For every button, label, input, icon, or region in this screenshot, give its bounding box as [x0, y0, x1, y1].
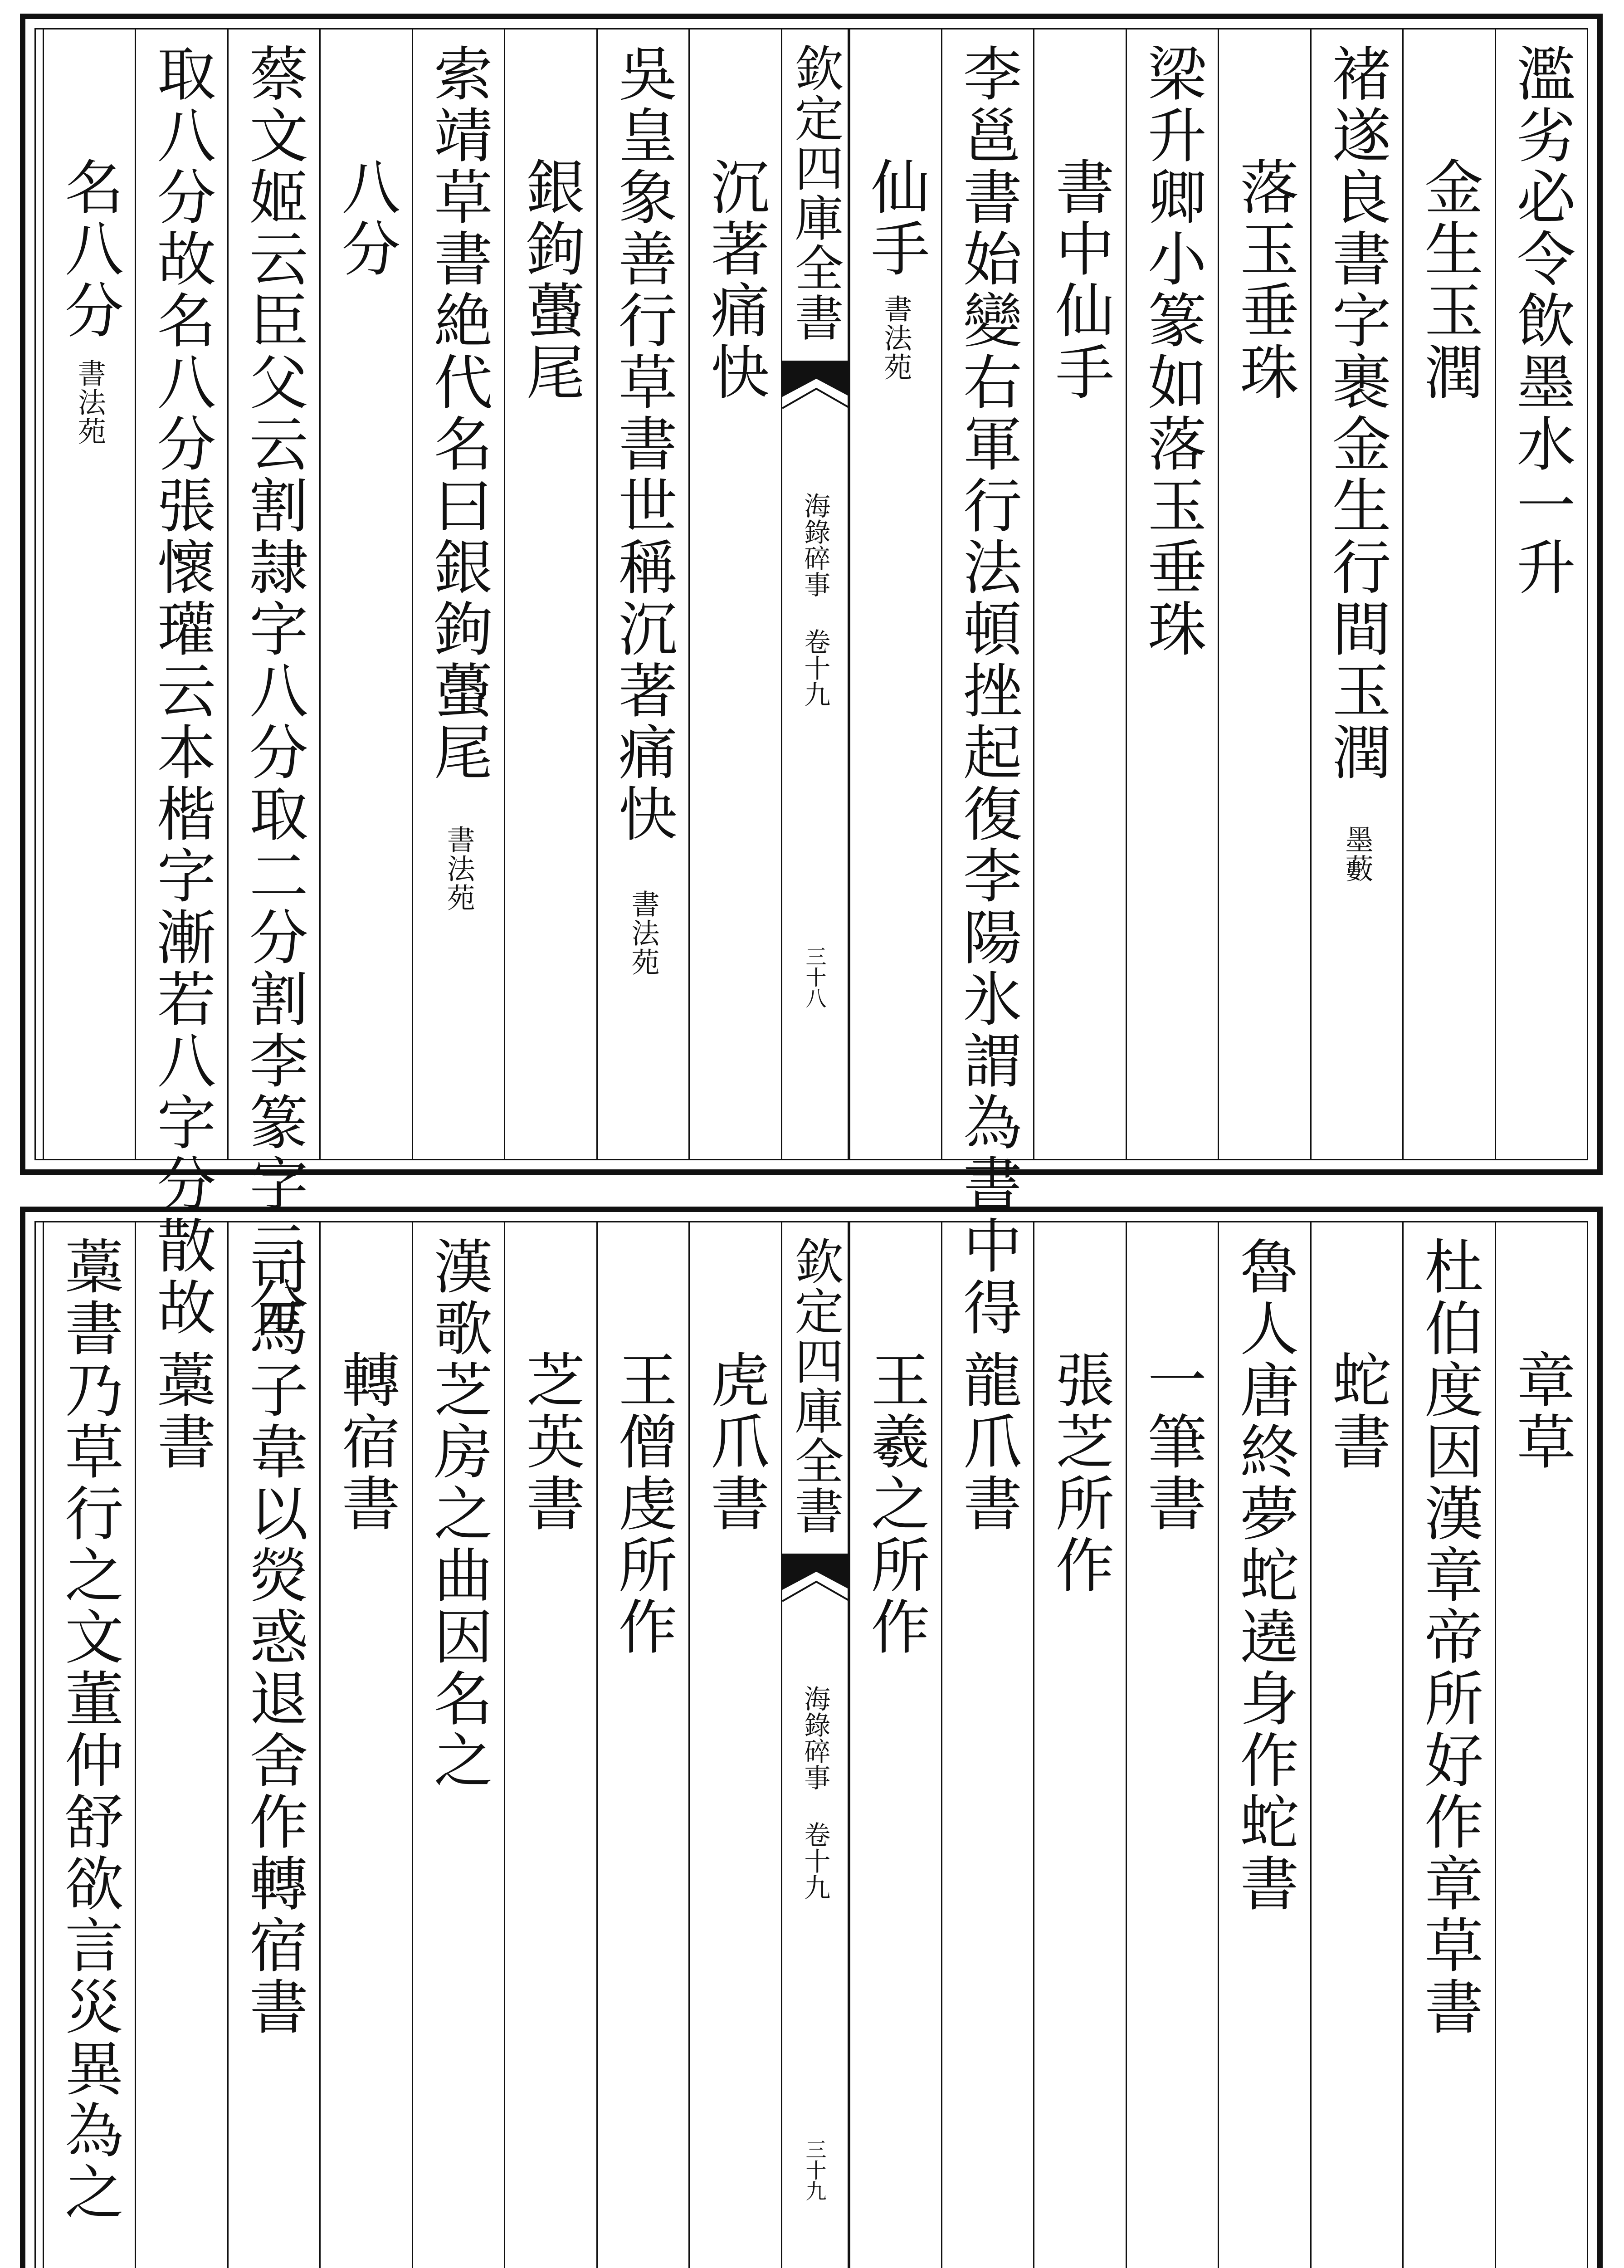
column-text: 張芝所作: [1045, 1349, 1115, 1596]
column-text: 落玉垂珠: [1230, 156, 1299, 403]
column-text: 金生玉潤: [1414, 156, 1484, 403]
text-column: [504, 29, 596, 1159]
page-block-top: [20, 14, 1603, 1339]
text-column: [1402, 29, 1494, 1159]
text-column: [135, 1222, 227, 2268]
column-text: 司馬子韋以熒惑退舍作轉宿書: [239, 1236, 309, 2038]
text-column: [849, 1222, 941, 2268]
column-text: 吳皇象善行草書世稱沉著痛快: [609, 43, 678, 845]
volume-label: 海錄碎事 卷十九: [800, 492, 831, 707]
text-column: [1310, 1222, 1402, 2268]
source-note: 書法苑: [442, 825, 476, 912]
column-text: 李邕書始變右軍行法頓挫起復李陽氷謂為書中得: [953, 43, 1023, 1339]
column-text: 蔡文姬云臣父云割隷字八分取二分割李篆字二分: [239, 43, 309, 1339]
column-text: 取八分故名八分張懷瓘云本楷字漸若八字分散故: [147, 43, 216, 1339]
text-column: [135, 29, 227, 1339]
text-column: [227, 29, 319, 1339]
text-column: [1218, 1222, 1310, 2268]
text-column: [1218, 29, 1310, 1159]
column-text: 藁書: [147, 1349, 216, 1473]
column-text: 梁升卿小篆如落玉垂珠: [1138, 43, 1207, 660]
text-column: [1033, 29, 1125, 1159]
column-text: 書中仙手: [1045, 156, 1115, 403]
column-text: 銀鉤蠆尾: [516, 156, 585, 403]
text-column: [941, 1222, 1033, 2268]
column-text: 仙手: [861, 156, 930, 280]
column-text: 濫劣必令飲墨水一升: [1507, 43, 1576, 598]
fishtail-mark-icon: [782, 361, 850, 411]
column-text: 芝英書: [516, 1349, 585, 1535]
text-column: [688, 29, 780, 1159]
text-column: [1126, 1222, 1218, 2268]
text-column: [412, 1222, 504, 2268]
text-column: [1402, 1222, 1494, 2268]
text-column: [596, 1222, 688, 2268]
text-column: [941, 29, 1033, 1339]
source-note: 書法苑: [879, 294, 912, 381]
column-text: 王僧虔所作: [609, 1349, 678, 1658]
page-frame: [34, 28, 1588, 1339]
text-column: [227, 1222, 319, 2268]
source-note: 書法苑: [626, 890, 660, 977]
center-fold-column: [781, 29, 849, 1159]
text-column: [596, 29, 688, 1159]
volume-label: 海錄碎事 卷十九: [800, 1685, 831, 1900]
column-text: 蛇書: [1322, 1349, 1392, 1473]
text-column: [1495, 29, 1587, 1159]
page-block-bottom: [20, 1207, 1603, 2268]
text-column: [319, 29, 411, 1159]
column-text: 龍爪書: [953, 1349, 1023, 1535]
text-column: [504, 1222, 596, 2268]
column-text: 一筆書: [1138, 1349, 1207, 1535]
column-text: 王羲之所作: [861, 1349, 930, 1658]
page-frame: [34, 1221, 1588, 2268]
fishtail-mark-icon: [782, 1554, 850, 1603]
folio-number: 三十八: [802, 946, 827, 1008]
text-column: [319, 1222, 411, 2268]
center-fold-column: [781, 1222, 849, 2268]
text-column: [688, 1222, 780, 2268]
text-column: [1495, 1222, 1587, 2268]
source-note: 書法苑: [73, 359, 107, 446]
text-column: [1126, 29, 1218, 1159]
text-column: [1310, 29, 1402, 1159]
text-column: [1033, 1222, 1125, 2268]
column-text: 八分: [332, 156, 401, 280]
column-text: 藁書乃草行之文董仲舒欲言災異為之: [55, 1236, 124, 2223]
column-text: 索靖草書絶代名曰銀鉤蠆尾: [424, 43, 493, 783]
column-text: 漢歌芝房之曲因名之: [424, 1236, 493, 1791]
column-text: 虎爪書: [701, 1349, 770, 1535]
column-text: 名八分: [55, 156, 124, 342]
text-column: [849, 29, 941, 1159]
column-text: 魯人唐終夢蛇遶身作蛇書: [1230, 1236, 1299, 1915]
collection-title: 欽定四庫全書: [786, 43, 843, 342]
column-text: 沉著痛快: [701, 156, 770, 403]
collection-title: 欽定四庫全書: [786, 1236, 843, 1535]
text-column: [43, 1222, 135, 2268]
column-text: 章草: [1507, 1349, 1576, 1473]
column-text: 褚遂良書字裹金生行間玉潤: [1322, 43, 1392, 783]
column-text: 轉宿書: [332, 1349, 401, 1535]
text-column: [43, 29, 135, 1159]
column-text: 杜伯度因漢章帝所好作章草書: [1414, 1236, 1484, 2038]
source-note: 墨藪: [1341, 825, 1374, 883]
folio-number: 三十九: [802, 2139, 827, 2201]
text-column: [412, 29, 504, 1159]
